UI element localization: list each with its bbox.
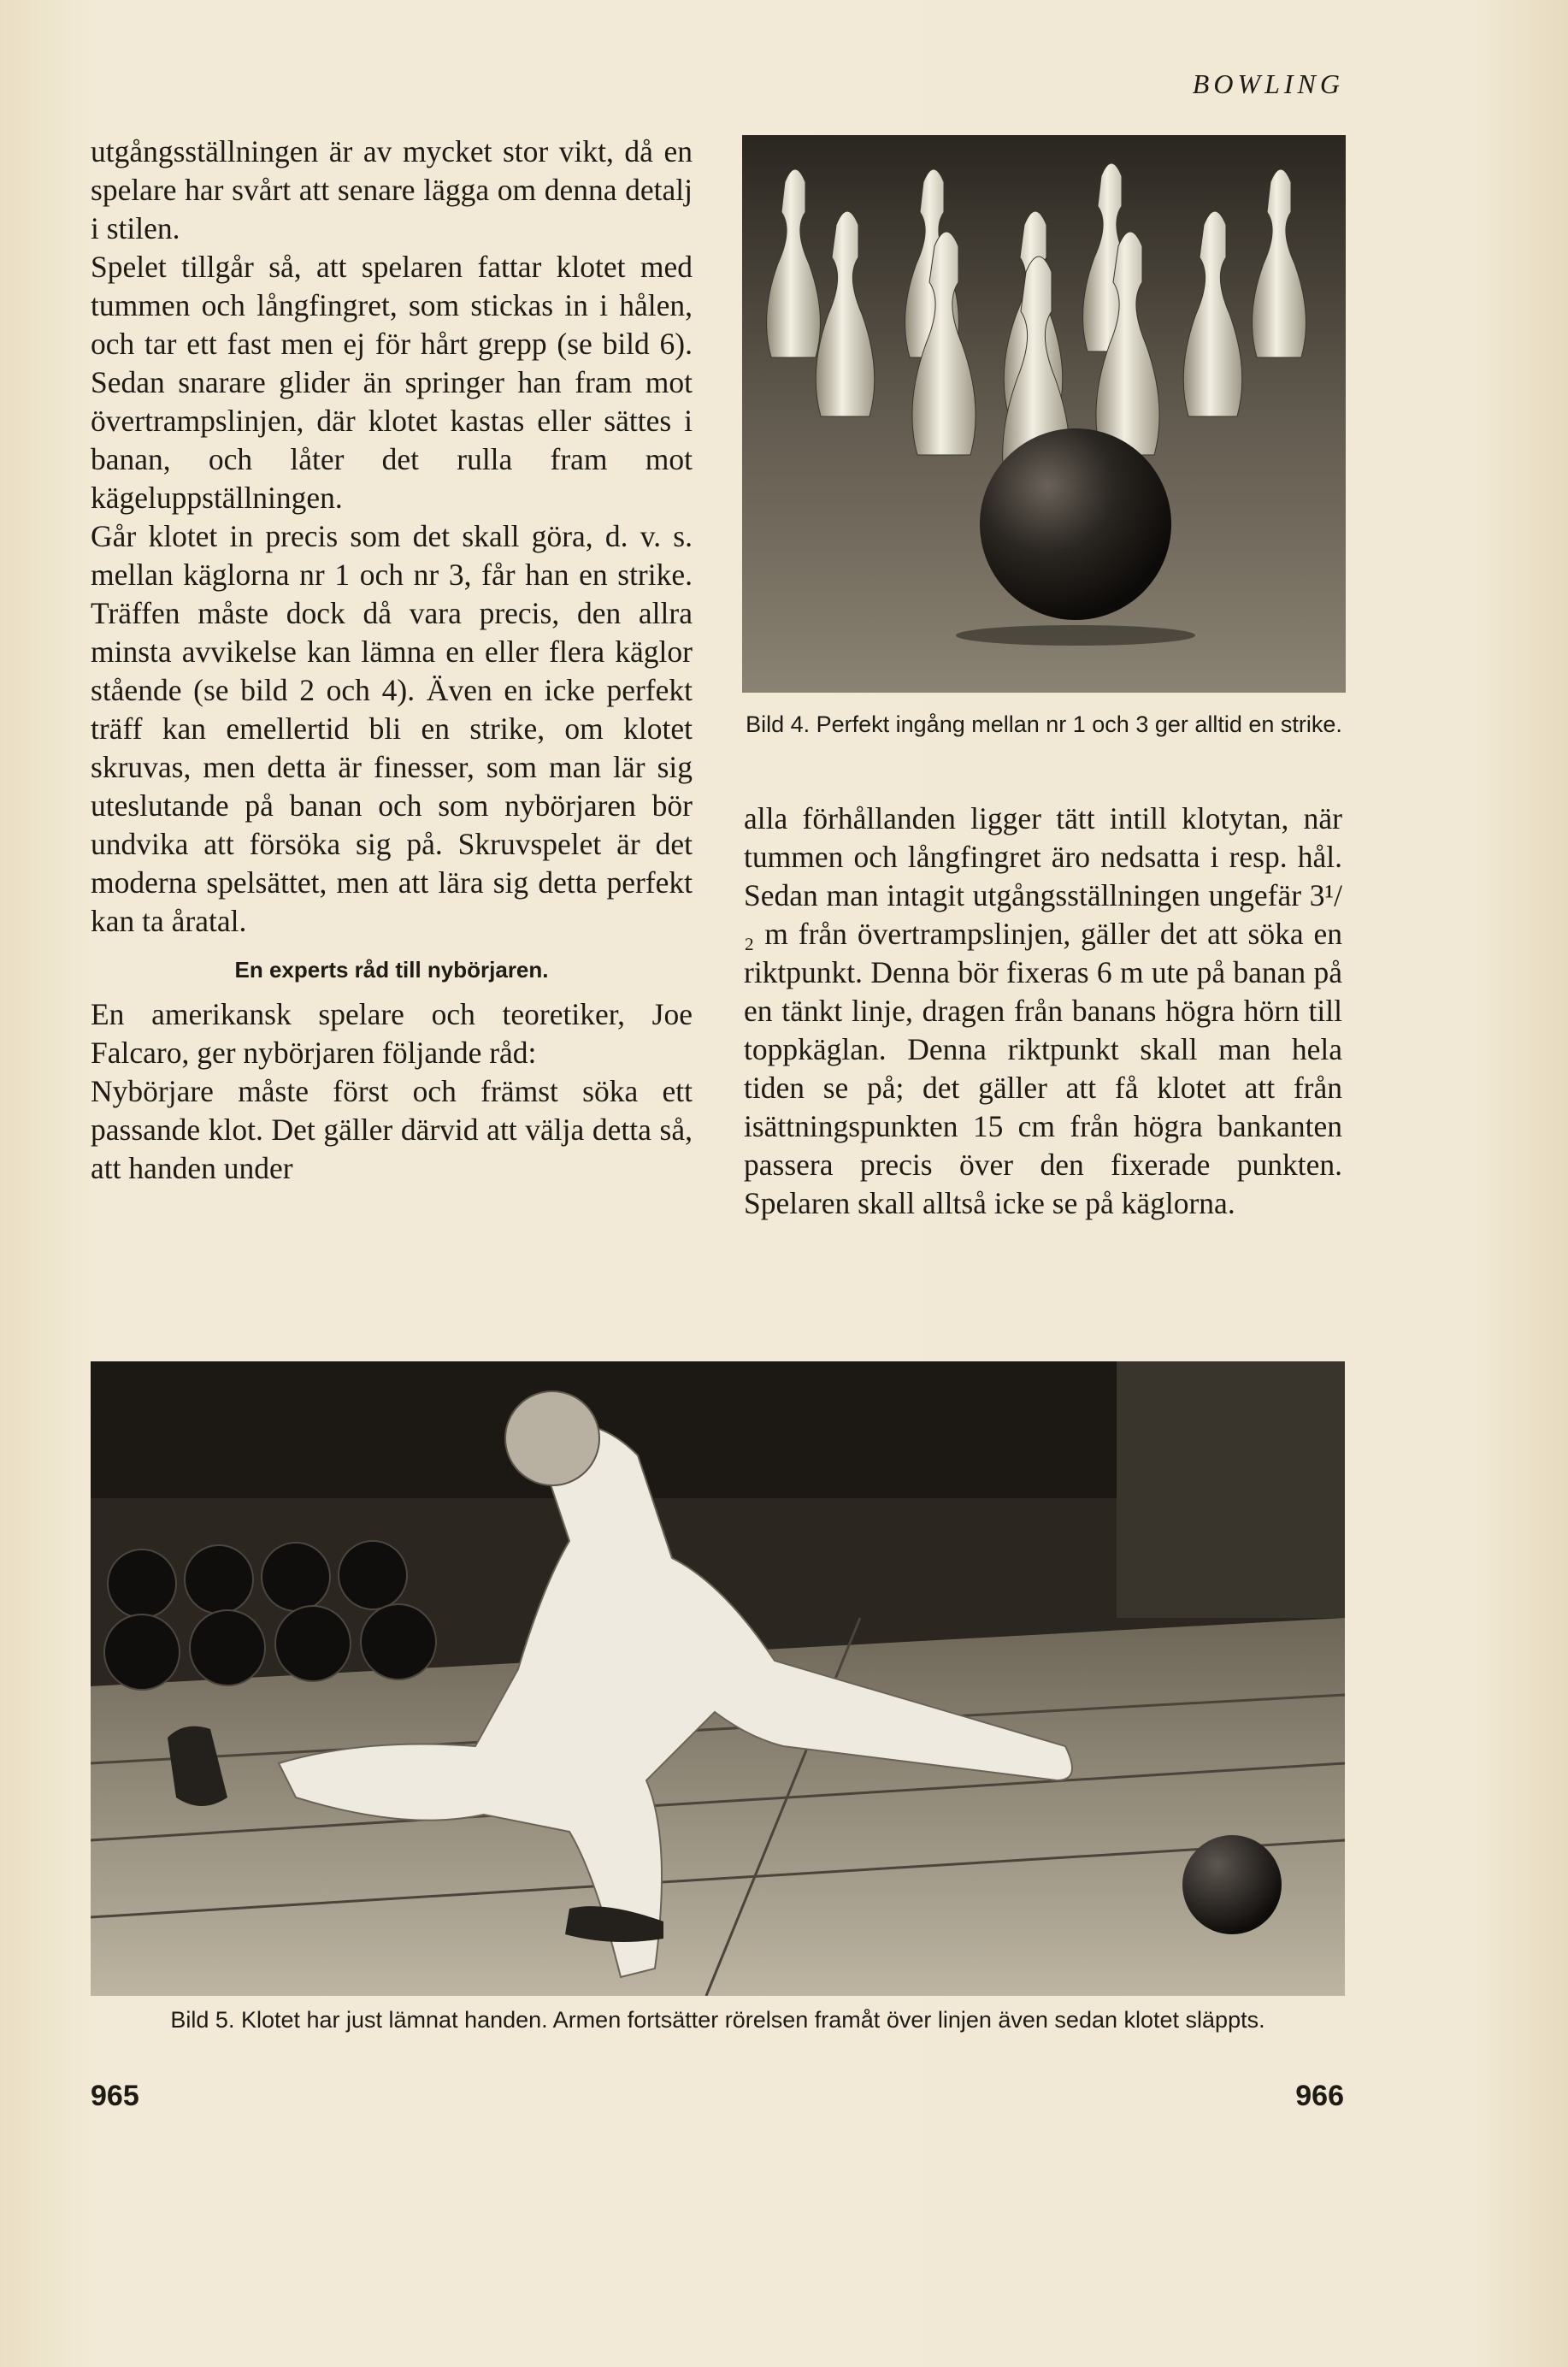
- section-subheading: En experts råd till nybörjaren.: [234, 957, 549, 983]
- right-text-column: [744, 800, 1342, 1223]
- paragraph: utgångsställningen är av mycket stor vikt, då en spelare har svårt att senare lägga om denna detalj i stilen.: [91, 134, 693, 245]
- running-header: BOWLING: [1192, 68, 1344, 99]
- figure-caption: Bild 4. Perfekt ingång mellan nr 1 och 3 ger alltid en strike.: [746, 711, 1342, 737]
- figure-caption: Bild 5. Klotet har just lämnat handen. Armen fortsätter rörelsen framåt över linjen även sedan klotet släppts.: [170, 2007, 1265, 2033]
- paragraph: alla förhållanden ligger tätt intill klotytan, när tummen och långfingret äro nedsatta i resp. hål. Sedan man intagit utgångsställningen ungefär 3¹/₂ m från övertrampslinjen, gäller det att söka en riktpunkt. Denna bör fixeras 6 m ute på banan på en tänkt linje, dragen från banans högra hörn till toppkäglan. Denna riktpunkt skall man hela tiden se på; det gäller att få klotet att från isättningspunkten 15 cm från högra bankanten passera precis över den fixerade punkten. Spelaren skall alltså icke se på käglorna.: [744, 801, 1342, 1220]
- paragraph: Nybörjare måste först och främst söka ett passande klot. Det gäller därvid att välja detta så, att handen under: [91, 1074, 693, 1185]
- left-text-column: [91, 133, 693, 1188]
- paragraph: En amerikansk spelare och teoretiker, Joe Falcaro, ger nybörjaren följande råd:: [91, 997, 693, 1070]
- bowling-pins-photo: [742, 135, 1346, 693]
- paragraph: Går klotet in precis som det skall göra, d. v. s. mellan käglorna nr 1 och nr 3, får han en strike. Träffen måste dock då vara precis, den allra minsta avvikelse kan lämna en eller flera käglor stående (se bild 2 och 4). Även en icke perfekt träff kan emellertid bli en strike, om klotet skruvas, men detta är finesser, som man lär sig uteslutande på banan och som nybörjaren bör undvika att försöka sig på. Skruvspelet är det moderna spelsättet, men att lära sig detta perfekt kan ta åratal.: [91, 519, 693, 938]
- page-number-left: 965: [91, 2080, 139, 2112]
- page-number-right: 966: [1295, 2080, 1344, 2112]
- paragraph: Spelet tillgår så, att spelaren fattar klotet med tummen och långfingret, som stickas in i hålen, och tar ett fast men ej för hårt grepp (se bild 6). Sedan snarare glider än springer han fram mot övertrampslinjen, där klotet kastas eller sättes i banan, och låter det rulla fram mot kägeluppställningen.: [91, 250, 693, 515]
- bowler-photo: [91, 1361, 1345, 1996]
